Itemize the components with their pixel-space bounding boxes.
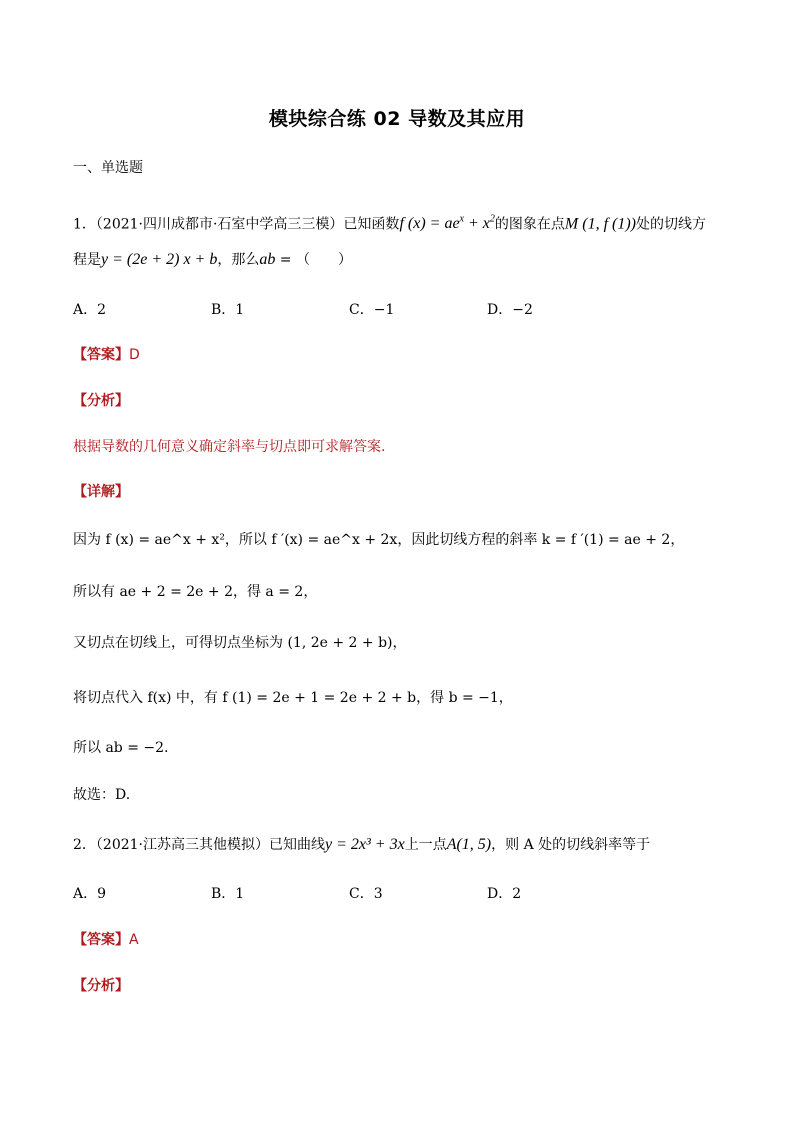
q1-stem-line-1: 1．（2021·四川成都市·石室中学高三三模）已知函数f $(x) = ae^x + x^2$的图象在点M (1, f (1))处的切线方 <box>73 214 706 233</box>
q2-options <box>73 884 733 904</box>
q2-option-a: A．9 <box>73 886 107 902</box>
answer-tag: 【答案】 <box>73 932 129 948</box>
q2-stem: 2．（2021·江苏高三其他模拟）已知曲线y = 2x³ + 3x上一点A(1, 5)，则 A 处的切线斜率等于 <box>73 836 651 853</box>
q1-point-expr: M (1, f (1)) <box>564 215 636 233</box>
q1-stem-text: 1．（2021·四川成都市·石室中学高三三模）已知函数 <box>73 216 400 233</box>
page-title: 模块综合练 02 导数及其应用 <box>268 108 526 130</box>
q1-option-d: D．−2 <box>487 302 533 318</box>
section-heading: 一、单选题 <box>73 160 143 176</box>
q1-tangent-expr: y = (2e + 2) x + b <box>101 251 218 268</box>
q2-option-d: D．2 <box>487 886 522 902</box>
q2-answer <box>73 930 733 950</box>
q2-analysis-tag: 【分析】 <box>73 978 129 994</box>
q1-analysis-tag: 【分析】 <box>73 393 129 409</box>
q1-detail-line-6: 故选：D. <box>73 787 131 803</box>
answer-value: A <box>129 932 139 948</box>
q2-option-b: B．1 <box>211 886 245 902</box>
q1-function-expr: f $(x) = ae^x + x^2$ <box>399 214 495 233</box>
q2-point-expr: A(1, 5) <box>446 836 492 853</box>
q1-detail-line-3: 又切点在切线上，可得切点坐标为 (1, 2e + 2 + b)， <box>73 635 407 651</box>
q1-detail-line-4: 将切点代入 f(x) 中，有 f (1) = 2e + 1 = 2e + 2 + b，得 b = −1， <box>73 690 513 706</box>
answer-tag: 【答案】 <box>73 347 129 363</box>
q1-detail-line-1: 因为 f (x) = ae^x + x²，所以 f ′(x) = ae^x + 2x，因此切线方程的斜率 k = f ′(1) = ae + 2， <box>73 532 685 548</box>
q2-option-c: C．3 <box>349 886 383 902</box>
answer-value: D <box>129 347 140 363</box>
q1-stem-line-2: 程是y = (2e + 2) x + b，那么ab = （ ） <box>73 251 352 268</box>
q1-analysis-text: 根据导数的几何意义确定斜率与切点即可求解答案. <box>73 439 386 455</box>
q2-curve-expr: y = 2x³ + 3x <box>325 836 405 853</box>
q1-answer <box>73 345 733 365</box>
q1-option-a: A．2 <box>73 302 107 318</box>
q1-detail-line-5: 所以 ab = −2. <box>73 740 169 756</box>
q1-options <box>73 300 733 320</box>
q1-detail-tag: 【详解】 <box>73 484 129 500</box>
q1-detail-line-2: 所以有 ae + 2 = 2e + 2，得 a = 2， <box>73 584 318 600</box>
q1-option-b: B．1 <box>211 302 245 318</box>
q1-option-c: C．−1 <box>349 302 395 318</box>
